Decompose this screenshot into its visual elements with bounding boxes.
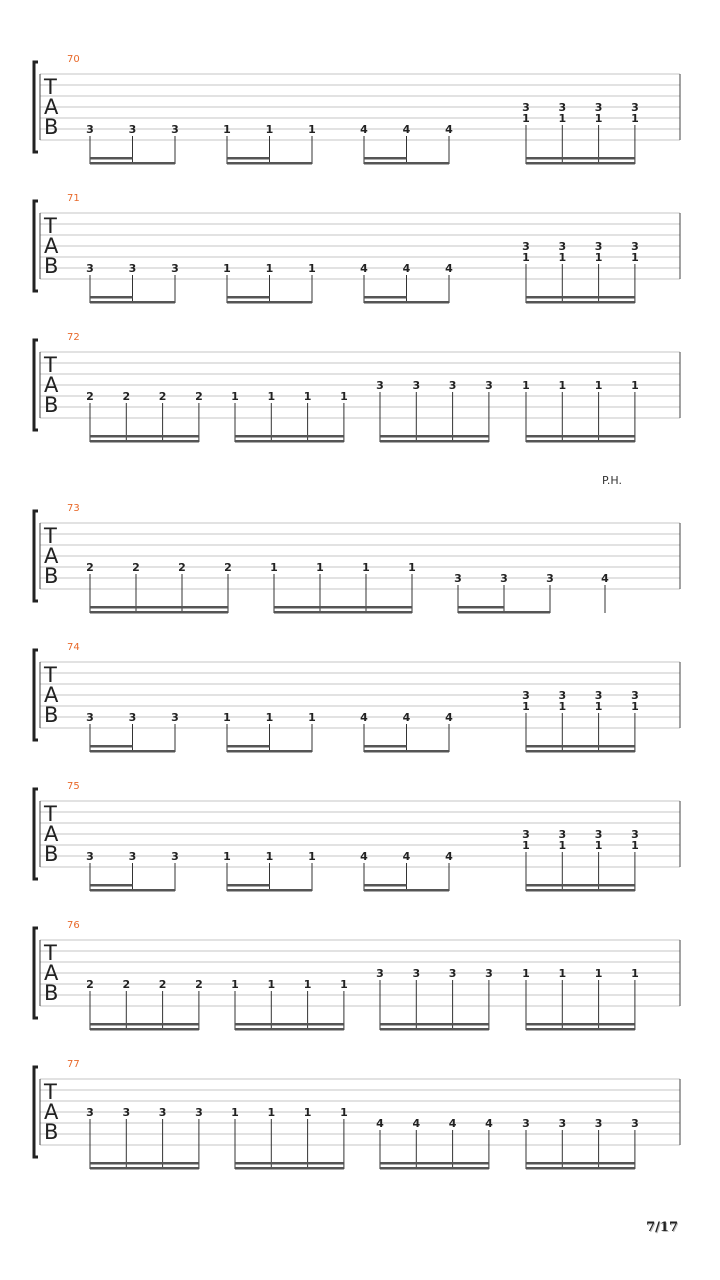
fret-number: 3 <box>522 689 530 702</box>
beam <box>364 162 449 165</box>
tab-clef-letter: B <box>44 703 59 727</box>
fret-number: 4 <box>360 123 368 136</box>
fret-number: 2 <box>178 561 186 574</box>
fret-number: 1 <box>631 112 639 125</box>
beam <box>380 440 489 443</box>
beam <box>526 301 635 304</box>
fret-number: 3 <box>522 828 530 841</box>
fret-number: 1 <box>631 839 639 852</box>
fret-number: 4 <box>601 572 609 585</box>
fret-number: 3 <box>171 711 179 724</box>
tab-system <box>34 920 680 1031</box>
fret-number: 1 <box>522 967 530 980</box>
beam <box>526 296 635 299</box>
beam <box>90 1162 199 1165</box>
fret-number: 1 <box>308 711 316 724</box>
fret-number: 1 <box>522 379 530 392</box>
beam <box>364 157 407 160</box>
tab-clef-letter: B <box>44 564 59 588</box>
beam <box>227 884 270 887</box>
fret-number: 4 <box>445 123 453 136</box>
beam <box>90 1023 199 1026</box>
fret-number: 4 <box>445 262 453 275</box>
tab-clef-letter: A <box>44 544 59 568</box>
fret-number: 1 <box>231 978 239 991</box>
tab-clef-letter: T <box>44 353 57 377</box>
fret-number: 1 <box>522 700 530 713</box>
beam <box>526 1162 635 1165</box>
beam <box>526 435 635 438</box>
fret-number: 3 <box>86 711 94 724</box>
fret-number: 3 <box>631 101 639 114</box>
beam <box>364 750 449 753</box>
fret-number: 2 <box>224 561 232 574</box>
fret-number: 1 <box>316 561 324 574</box>
fret-number: 1 <box>303 1106 312 1119</box>
tab-clef-letter: B <box>44 115 59 139</box>
tab-clef-letter: T <box>44 214 57 238</box>
fret-number: 4 <box>445 711 453 724</box>
fret-number: 3 <box>558 240 567 253</box>
beam <box>227 157 270 160</box>
fret-number: 1 <box>558 700 567 713</box>
fret-number: 1 <box>558 112 567 125</box>
fret-number: 3 <box>128 262 137 275</box>
beam <box>90 1167 199 1170</box>
beam <box>227 750 312 753</box>
fret-number: 3 <box>412 379 421 392</box>
fret-number: 3 <box>522 240 530 253</box>
fret-number: 3 <box>128 850 137 863</box>
fret-number: 3 <box>128 123 137 136</box>
fret-number: 1 <box>558 839 567 852</box>
fret-number: 4 <box>402 850 411 863</box>
fret-number: 3 <box>86 1106 94 1119</box>
beam <box>526 750 635 753</box>
fret-number: 3 <box>558 828 567 841</box>
fret-number: 3 <box>500 572 508 585</box>
fret-number: 1 <box>594 839 603 852</box>
fret-number: 1 <box>558 251 567 264</box>
beam <box>90 162 175 165</box>
beam <box>380 1162 489 1165</box>
fret-number: 4 <box>376 1117 384 1130</box>
fret-number: 1 <box>594 700 603 713</box>
fret-number: 3 <box>522 1117 530 1130</box>
tab-clef-letter: B <box>44 254 59 278</box>
fret-number: 3 <box>594 101 603 114</box>
fret-number: 3 <box>448 379 457 392</box>
beam <box>364 884 407 887</box>
fret-number: 3 <box>454 572 462 585</box>
fret-number: 3 <box>376 967 384 980</box>
fret-number: 4 <box>360 850 368 863</box>
beam <box>364 301 449 304</box>
tab-clef-letter: T <box>44 524 57 548</box>
beam <box>235 1162 344 1165</box>
fret-number: 4 <box>448 1117 457 1130</box>
beam <box>235 1167 344 1170</box>
measure-number: 73 <box>67 503 80 514</box>
tab-clef-letter: A <box>44 822 59 846</box>
fret-number: 3 <box>448 967 457 980</box>
measure-number: 72 <box>67 332 80 343</box>
beam <box>364 889 449 892</box>
beam <box>235 1023 344 1026</box>
fret-number: 1 <box>522 112 530 125</box>
system-brace-icon <box>34 1067 38 1157</box>
measure-number: 74 <box>67 642 80 653</box>
tab-system <box>34 781 680 892</box>
fret-number: 1 <box>267 978 276 991</box>
fret-number: 2 <box>122 978 131 991</box>
fret-number: 2 <box>86 561 94 574</box>
measure-number: 75 <box>67 781 80 792</box>
fret-number: 1 <box>308 850 316 863</box>
tab-clef-letter: B <box>44 842 59 866</box>
beam <box>90 611 228 614</box>
fret-number: 3 <box>631 240 639 253</box>
tab-clef-letter: A <box>44 95 59 119</box>
tab-clef-letter: A <box>44 234 59 258</box>
fret-number: 1 <box>558 379 567 392</box>
fret-number: 1 <box>308 123 316 136</box>
beam <box>227 296 270 299</box>
beam <box>90 606 228 609</box>
tab-clef-letter: T <box>44 802 57 826</box>
fret-number: 1 <box>265 711 274 724</box>
fret-number: 3 <box>594 240 603 253</box>
beam <box>364 745 407 748</box>
fret-number: 3 <box>594 689 603 702</box>
fret-number: 3 <box>558 101 567 114</box>
fret-number: 1 <box>522 839 530 852</box>
beam <box>526 162 635 165</box>
beam <box>526 745 635 748</box>
fret-number: 1 <box>223 262 231 275</box>
beam <box>90 1028 199 1031</box>
beam <box>90 750 175 753</box>
fret-number: 3 <box>171 850 179 863</box>
beam <box>526 1167 635 1170</box>
tab-clef-letter: T <box>44 941 57 965</box>
beam <box>90 745 133 748</box>
fret-number: 1 <box>631 700 639 713</box>
fret-number: 1 <box>362 561 370 574</box>
tab-clef-letter: T <box>44 1080 57 1104</box>
tab-clef-letter: T <box>44 75 57 99</box>
fret-number: 4 <box>360 711 368 724</box>
fret-number: 1 <box>631 967 639 980</box>
fret-number: 2 <box>158 390 167 403</box>
fret-number: 1 <box>308 262 316 275</box>
beam <box>526 157 635 160</box>
beam <box>526 889 635 892</box>
beam <box>526 440 635 443</box>
beam <box>227 889 312 892</box>
beam <box>90 884 133 887</box>
fret-number: 3 <box>128 711 137 724</box>
fret-number: 2 <box>86 390 94 403</box>
fret-number: 3 <box>558 1117 567 1130</box>
measure-number: 70 <box>67 54 80 65</box>
system-brace-icon <box>34 62 38 152</box>
beam <box>380 1023 489 1026</box>
fret-number: 3 <box>594 828 603 841</box>
fret-number: 2 <box>195 390 203 403</box>
tab-system <box>34 332 680 443</box>
fret-number: 2 <box>122 390 131 403</box>
tab-clef-letter: A <box>44 683 59 707</box>
fret-number: 3 <box>158 1106 167 1119</box>
measure-number: 71 <box>67 193 80 204</box>
beam <box>526 884 635 887</box>
beam <box>274 606 412 609</box>
system-brace-icon <box>34 650 38 740</box>
fret-number: 1 <box>522 251 530 264</box>
fret-number: 1 <box>223 123 231 136</box>
tab-system <box>34 1059 680 1170</box>
beam <box>458 606 504 609</box>
fret-number: 1 <box>408 561 416 574</box>
fret-number: 1 <box>270 561 278 574</box>
measure-number: 76 <box>67 920 80 931</box>
beam <box>458 611 550 614</box>
fret-number: 3 <box>122 1106 131 1119</box>
tab-system <box>34 474 680 614</box>
fret-number: 4 <box>402 123 411 136</box>
fret-number: 3 <box>594 1117 603 1130</box>
page-number: 7/17 <box>646 1220 678 1235</box>
fret-number: 1 <box>594 112 603 125</box>
system-brace-icon <box>34 340 38 430</box>
fret-number: 1 <box>265 850 274 863</box>
fret-number: 2 <box>195 978 203 991</box>
tab-clef-letter: A <box>44 1100 59 1124</box>
beam <box>90 889 175 892</box>
fret-number: 4 <box>445 850 453 863</box>
beam <box>274 611 412 614</box>
tab-system <box>34 54 680 165</box>
fret-number: 2 <box>158 978 167 991</box>
fret-number: 4 <box>360 262 368 275</box>
fret-number: 1 <box>303 978 312 991</box>
fret-number: 1 <box>267 390 276 403</box>
beam <box>526 1028 635 1031</box>
fret-number: 1 <box>231 1106 239 1119</box>
fret-number: 1 <box>558 967 567 980</box>
fret-number: 3 <box>171 262 179 275</box>
measure-number: 77 <box>67 1059 80 1070</box>
fret-number: 3 <box>412 967 421 980</box>
system-brace-icon <box>34 928 38 1018</box>
fret-number: 1 <box>594 379 603 392</box>
fret-number: 3 <box>86 262 94 275</box>
tab-system <box>34 642 680 753</box>
beam <box>90 440 199 443</box>
beam <box>227 301 312 304</box>
beam <box>380 1028 489 1031</box>
fret-number: 2 <box>132 561 140 574</box>
fret-number: 3 <box>485 967 493 980</box>
beam <box>364 296 407 299</box>
fret-number: 1 <box>265 262 274 275</box>
beam <box>526 1023 635 1026</box>
fret-number: 4 <box>412 1117 421 1130</box>
fret-number: 4 <box>485 1117 493 1130</box>
fret-number: 1 <box>223 850 231 863</box>
fret-number: 2 <box>86 978 94 991</box>
fret-number: 1 <box>340 1106 348 1119</box>
fret-number: 3 <box>631 828 639 841</box>
fret-number: 3 <box>631 689 639 702</box>
beam <box>90 301 175 304</box>
tab-clef-letter: A <box>44 961 59 985</box>
tab-clef-letter: T <box>44 663 57 687</box>
fret-number: 1 <box>267 1106 276 1119</box>
beam <box>380 435 489 438</box>
tab-clef-letter: A <box>44 373 59 397</box>
fret-number: 1 <box>231 390 239 403</box>
fret-number: 3 <box>86 123 94 136</box>
fret-number: 3 <box>86 850 94 863</box>
system-brace-icon <box>34 511 38 601</box>
beam <box>90 157 133 160</box>
fret-number: 3 <box>546 572 554 585</box>
tab-clef-letter: B <box>44 393 59 417</box>
fret-number: 1 <box>265 123 274 136</box>
beam <box>90 435 199 438</box>
fret-number: 3 <box>485 379 493 392</box>
fret-number: 1 <box>631 379 639 392</box>
fret-number: 3 <box>631 1117 639 1130</box>
fret-number: 1 <box>303 390 312 403</box>
fret-number: 3 <box>558 689 567 702</box>
beam <box>227 162 312 165</box>
fret-number: 3 <box>171 123 179 136</box>
fret-number: 4 <box>402 711 411 724</box>
system-brace-icon <box>34 201 38 291</box>
fret-number: 3 <box>522 101 530 114</box>
fret-number: 1 <box>223 711 231 724</box>
fret-number: 1 <box>340 978 348 991</box>
tab-clef-letter: B <box>44 981 59 1005</box>
fret-number: 1 <box>594 967 603 980</box>
fret-number: 1 <box>631 251 639 264</box>
beam <box>235 435 344 438</box>
beam <box>235 1028 344 1031</box>
fret-number: 3 <box>195 1106 203 1119</box>
fret-number: 3 <box>376 379 384 392</box>
beam <box>90 296 133 299</box>
system-brace-icon <box>34 789 38 879</box>
fret-number: 4 <box>402 262 411 275</box>
fret-number: 1 <box>594 251 603 264</box>
beam <box>380 1167 489 1170</box>
beam <box>235 440 344 443</box>
palm-harmonic-annotation: P.H. <box>602 474 622 487</box>
fret-number: 1 <box>340 390 348 403</box>
beam <box>227 745 270 748</box>
tab-system <box>34 193 680 304</box>
tab-clef-letter: B <box>44 1120 59 1144</box>
